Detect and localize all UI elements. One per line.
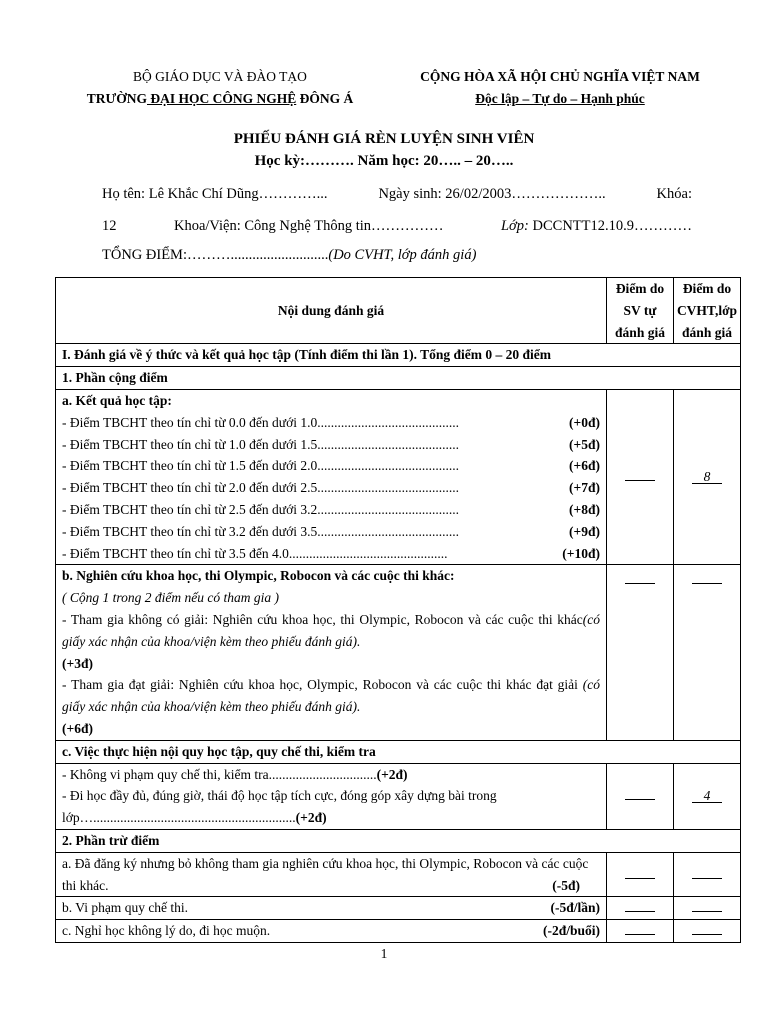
criteria-c: - Không vi phạm quy chế thi, kiểm tra................................(+2đ) - Đi học đầy đủ, đúng giờ, thái độ học tập tích cực, đóng góp xây dựng bài trong lớp…............................................................(+2đ) [56, 763, 607, 829]
student-course-label: Khóa: [656, 186, 692, 202]
list-item: - Điểm TBCHT theo tín chỉ từ 1.5 đến dưới 2.0.......................................... (+6đ) [62, 458, 600, 474]
self-score-d3[interactable] [607, 920, 674, 943]
section-row [56, 344, 741, 367]
student-info-line-2 [102, 215, 692, 237]
part-1-title: 1. Phần cộng điểm [56, 367, 741, 390]
deduction-c: c. Nghỉ học không lý do, đi học muộn. (-2đ/buổi) [56, 920, 607, 943]
table-row [56, 740, 741, 763]
part-row [56, 829, 741, 852]
page-number: 1 [380, 946, 388, 961]
list-item: - Điểm TBCHT theo tín chỉ từ 3.2 đến dưới 3.5.......................................... (+9đ) [62, 523, 600, 539]
self-score-c[interactable] [607, 763, 674, 829]
student-name: Họ tên: Lê Khắc Chí Dũng…………... [102, 186, 328, 202]
header-cvht-score: Điểm do CVHT,lớp đánh giá [674, 278, 741, 344]
deduction-a: a. Đã đăng ký nhưng bỏ không tham gia nghiên cứu khoa học, thi Olympic, Robocon và các cuộc thi khác. (-5đ) [56, 852, 607, 897]
list-item: - Điểm TBCHT theo tín chỉ từ 0.0 đến dưới 1.0.......................................... (+0đ) [62, 414, 600, 430]
table-header-row [56, 278, 741, 344]
republic-name: CỘNG HÒA XÃ HỘI CHỦ NGHĨA VIỆT NAM [420, 69, 700, 84]
table-row [56, 565, 741, 740]
cvht-score-b[interactable] [674, 565, 741, 740]
deduction-b: b. Vi phạm quy chế thi. (-5đ/lần) [56, 897, 607, 920]
student-course-value: 12 [102, 218, 117, 234]
cvht-score-c[interactable]: 4 [674, 763, 741, 829]
section-1-title: I. Đánh giá về ý thức và kết quả học tập (Tính điểm thi lần 1). Tổng điểm 0 – 20 điểm [56, 344, 741, 367]
national-motto: Độc lập – Tự do – Hạnh phúc [475, 91, 645, 106]
evaluation-table [55, 277, 741, 943]
table-row [56, 763, 741, 829]
self-score-d1[interactable] [607, 852, 674, 897]
cvht-score-d1[interactable] [674, 852, 741, 897]
table-row [56, 852, 741, 897]
part-2-title: 2. Phần trừ điểm [56, 829, 741, 852]
form-title-block [0, 128, 768, 172]
criteria-c-title: c. Việc thực hiện nội quy học tập, quy chế thi, kiểm tra [56, 740, 741, 763]
cvht-score-d3[interactable] [674, 920, 741, 943]
form-title: PHIẾU ĐÁNH GIÁ RÈN LUYỆN SINH VIÊN [233, 131, 535, 147]
total-score-note: (Do CVHT, lớp đánh giá) [328, 247, 477, 263]
student-dob: Ngày sinh: 26/02/2003……………….. [378, 186, 606, 202]
criteria-a: a. Kết quả học tập: - Điểm TBCHT theo tín chỉ từ 0.0 đến dưới 1.0.......................................... (+0đ) - Điểm TBCHT theo tín chỉ từ 1.0 đến dưới 1.5.......................................... (+5đ) - Điểm TBCHT theo tín chỉ từ 1.5 đến dưới 2.0.......................................... (+6đ) - Điểm TBCHT theo tín chỉ từ 2.0 đến dưới 2.5.......................................... (+7đ) - Điểm TBCHT theo tín chỉ từ 2.5 đến dưới 3.2.......................................... (+8đ) - Điểm TBCHT theo tín chỉ từ 3.2 đến dưới 3.5.......................................... (+9đ) - Điểm TBCHT theo tín chỉ từ 3.5 đến 4.0............................................... (+10đ) [56, 389, 607, 564]
self-score-b[interactable] [607, 565, 674, 740]
criteria-b: b. Nghiên cứu khoa học, thi Olympic, Robocon và các cuộc thi khác: ( Cộng 1 trong 2 điểm nếu có tham gia ) - Tham gia không có giải: Nghiên cứu khoa học, thi Olympic, Robocon và các cuộc thi khác(có giấy xác nhận của khoa/viện kèm theo phiếu đánh giá). (+3đ) - Tham gia đạt giải: Nghiên cứu khoa học, Olympic, Robocon và các cuộc thi khác đạt giải (có giấy xác nhận của khoa/viện kèm theo phiếu đánh giá). (+6đ) [56, 565, 607, 740]
cvht-score-a[interactable]: 8 [674, 389, 741, 564]
total-score-label: TỔNG ĐIỂM:………........................... [102, 247, 329, 263]
header-left [55, 66, 385, 110]
student-info-line-1 [102, 183, 692, 205]
table-row [56, 389, 741, 564]
header-self-score: Điểm do SV tự đánh giá [607, 278, 674, 344]
school-name: TRƯỜNG ĐẠI HỌC CÔNG NGHỆ ĐÔNG Á [86, 91, 354, 106]
student-class: Lớp: DCCNTT12.10.9………… [500, 218, 692, 234]
list-item: - Điểm TBCHT theo tín chỉ từ 2.5 đến dưới 3.2.......................................... (+8đ) [62, 501, 600, 517]
table-row [56, 920, 741, 943]
table-row [56, 897, 741, 920]
self-score-a[interactable] [607, 389, 674, 564]
cvht-score-d2[interactable] [674, 897, 741, 920]
student-faculty: Khoa/Viện: Công Nghệ Thông tin…………… [173, 218, 444, 234]
header-right [390, 66, 730, 110]
list-item: - Điểm TBCHT theo tín chỉ từ 3.5 đến 4.0............................................... (+10đ) [62, 545, 600, 561]
list-item: - Điểm TBCHT theo tín chỉ từ 1.0 đến dưới 1.5.......................................... (+5đ) [62, 436, 600, 452]
ministry-name: BỘ GIÁO DỤC VÀ ĐÀO TẠO [133, 69, 307, 84]
part-row [56, 367, 741, 390]
self-score-d2[interactable] [607, 897, 674, 920]
list-item: - Điểm TBCHT theo tín chỉ từ 2.0 đến dưới 2.5.......................................... (+7đ) [62, 480, 600, 496]
header-content: Nội dung đánh giá [56, 278, 607, 344]
form-subtitle: Học kỳ:………. Năm học: 20….. – 20….. [254, 153, 514, 169]
total-score-line [102, 244, 692, 266]
